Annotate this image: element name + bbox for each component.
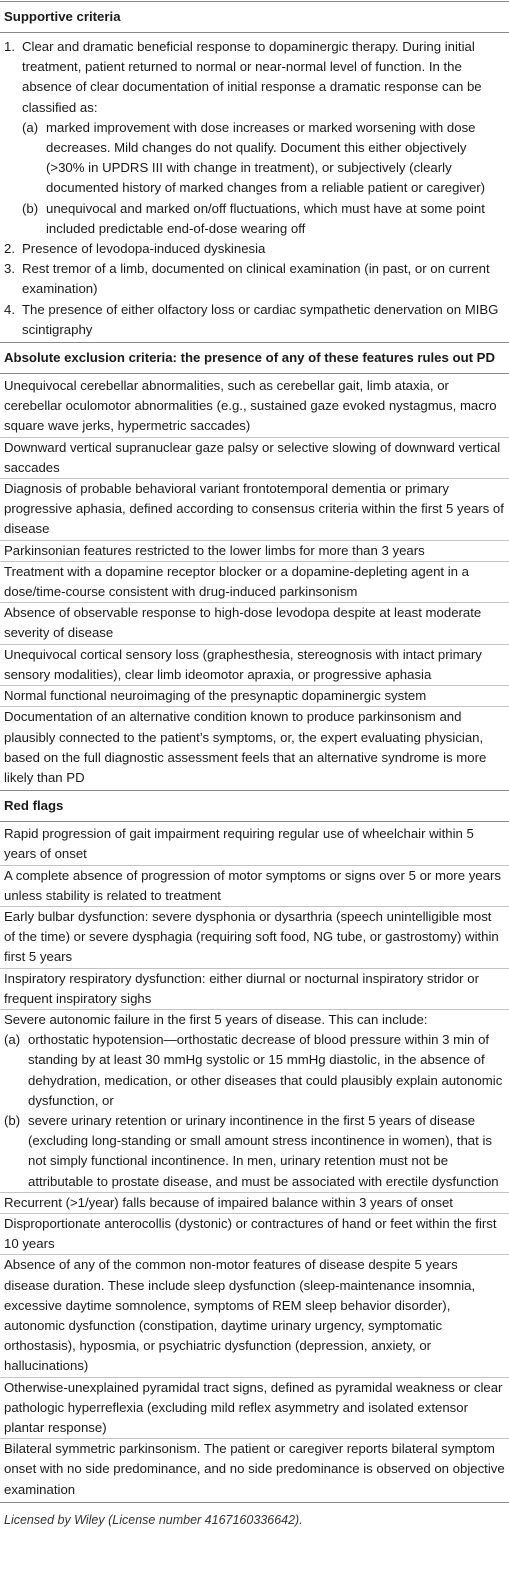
criteria-table: [0, 1, 509, 1530]
sub-text: orthostatic hypotension—orthostatic decrease of blood pressure within 3 min of standing by at least 30 mmHg systolic or 15 mmHg diastolic, in the absence of dehydration, medication, or other diseases that could plausibly explain autonomic dysfunction, or: [28, 1032, 503, 1108]
sub-item: [22, 199, 505, 239]
redflags-heading: Red flags: [0, 791, 509, 822]
sub-item: [4, 1030, 505, 1111]
supportive-list: [0, 33, 509, 343]
exclusion-list: [0, 374, 509, 791]
redflag-item: Early bulbar dysfunction: severe dysphonia or dysarthria (speech unintelligible most of the time) or severe dysphagia (requiring soft food, NG tube, or gastrostomy) within first 5 years: [0, 907, 509, 969]
redflag-item: Inspiratory respiratory dysfunction: either diurnal or nocturnal inspiratory stridor or frequent inspiratory sighs: [0, 969, 509, 1010]
redflag-item: Otherwise-unexplained pyramidal tract signs, defined as pyramidal weakness or clear pathologic hyperreflexia (excluding mild reflex asymmetry and isolated extensor plantar response): [0, 1378, 509, 1440]
list-item: [4, 239, 505, 259]
redflag-item-autonomic: [0, 1010, 509, 1193]
sub-label: (a): [4, 1032, 21, 1048]
exclusion-item: Downward vertical supranuclear gaze palsy or selective slowing of downward vertical saccades: [0, 438, 509, 479]
exclusion-item: Normal functional neuroimaging of the presynaptic dopaminergic system: [0, 686, 509, 707]
item-text: Rest tremor of a limb, documented on clinical examination (in past, or on current examination): [22, 261, 490, 297]
sub-text: marked improvement with dose increases or marked worsening with dose decreases. Mild changes do not qualify. Document this either objectively (>30% in UPDRS III with change in treatment), or subjectively (clearly documented history of marked changes from a reliable patient or caregiver): [46, 119, 486, 196]
exclusion-item: Diagnosis of probable behavioral variant frontotemporal dementia or primary progressive aphasia, defined according to consensus criteria within the first 5 years of disease: [0, 479, 509, 541]
redflag-item: A complete absence of progression of motor symptoms or signs over 5 or more years unless stability is related to treatment: [0, 866, 509, 907]
redflag-item: Disproportionate anterocollis (dystonic) or contractures of hand or feet within the first 10 years: [0, 1214, 509, 1255]
item-number: 3.: [4, 261, 15, 277]
redflag-item: Recurrent (>1/year) falls because of impaired balance within 3 years of onset: [0, 1193, 509, 1214]
item-text: The presence of either olfactory loss or cardiac sympathetic denervation on MIBG scintigraphy: [22, 301, 499, 337]
redflag-item: Rapid progression of gait impairment requiring regular use of wheelchair within 5 years of onset: [0, 824, 509, 865]
sub-text: severe urinary retention or urinary incontinence in the first 5 years of disease (excluding long-standing or small amount stress incontinence in women), that is not simply functional incontinence. In men, urinary retention must not be attributable to prostate disease, and must be associated with erectile dysfunction: [28, 1112, 499, 1189]
sub-label: (b): [4, 1112, 21, 1128]
item-text: Presence of levodopa-induced dyskinesia: [22, 241, 266, 257]
exclusion-item: Unequivocal cerebellar abnormalities, such as cerebellar gait, limb ataxia, or cerebellar oculomotor abnormalities (e.g., sustained gaze evoked nystagmus, macro square wave jerks, hypermetric saccades): [0, 376, 509, 438]
exclusion-item: Unequivocal cortical sensory loss (graphesthesia, stereognosis with intact primary sensory modalities), clear limb ideomotor apraxia, or progressive aphasia: [0, 645, 509, 686]
sub-label: (b): [22, 200, 39, 216]
item-number: 2.: [4, 241, 15, 257]
supportive-heading: Supportive criteria: [0, 2, 509, 33]
exclusion-item: Treatment with a dopamine receptor blocker or a dopamine-depleting agent in a dose/time-course consistent with drug-induced parkinsonism: [0, 562, 509, 603]
redflag-item: Absence of any of the common non-motor features of disease despite 5 years disease duration. These include sleep dysfunction (sleep-maintenance insomnia, excessive daytime somnolence, symptoms of REM sleep behavior disorder), autonomic dysfunction (constipation, daytime urinary urgency, symptomatic orthostasis), hyposmia, or psychiatric dysfunction (depression, anxiety, or hallucinations): [0, 1255, 509, 1377]
sub-item: [4, 1111, 505, 1192]
sub-item: [22, 118, 505, 199]
sub-label: (a): [22, 119, 39, 135]
exclusion-item: Documentation of an alternative condition known to produce parkinsonism and plausibly connected to the patient’s symptoms, or, the expert evaluating physician, based on the full diagnostic assessment feels that an alternative syndrome is more likely than PD: [4, 709, 487, 785]
list-item: [4, 259, 505, 299]
list-item: [4, 300, 505, 340]
redflag-item: Bilateral symmetric parkinsonism. The patient or caregiver reports bilateral symptom onset with no side predominance, and no side predominance is observed on objective examination: [4, 1441, 505, 1497]
sub-text: unequivocal and marked on/off fluctuations, which must have at some point included predictable end-of-dose wearing off: [46, 200, 485, 236]
item-text: Clear and dramatic beneficial response to dopaminergic therapy. During initial treatment, patient returned to normal or near-normal level of function. In the absence of clear documentation of initial response a dramatic response can be classified as:: [22, 39, 482, 115]
exclusion-item: Absence of observable response to high-dose levodopa despite at least moderate severity of disease: [0, 603, 509, 644]
exclusion-item: Parkinsonian features restricted to the lower limbs for more than 3 years: [0, 541, 509, 562]
item-number: 1.: [4, 39, 15, 54]
item-number: 4.: [4, 301, 15, 317]
exclusion-heading: Absolute exclusion criteria: the presence of any of these features rules out PD: [0, 343, 509, 374]
redflags-list: [0, 822, 509, 1503]
license-footnote: Licensed by Wiley (License number 4167160336642).: [4, 1512, 303, 1527]
autonomic-text: Severe autonomic failure in the first 5 years of disease. This can include:: [4, 1011, 428, 1027]
list-item: [4, 37, 505, 239]
